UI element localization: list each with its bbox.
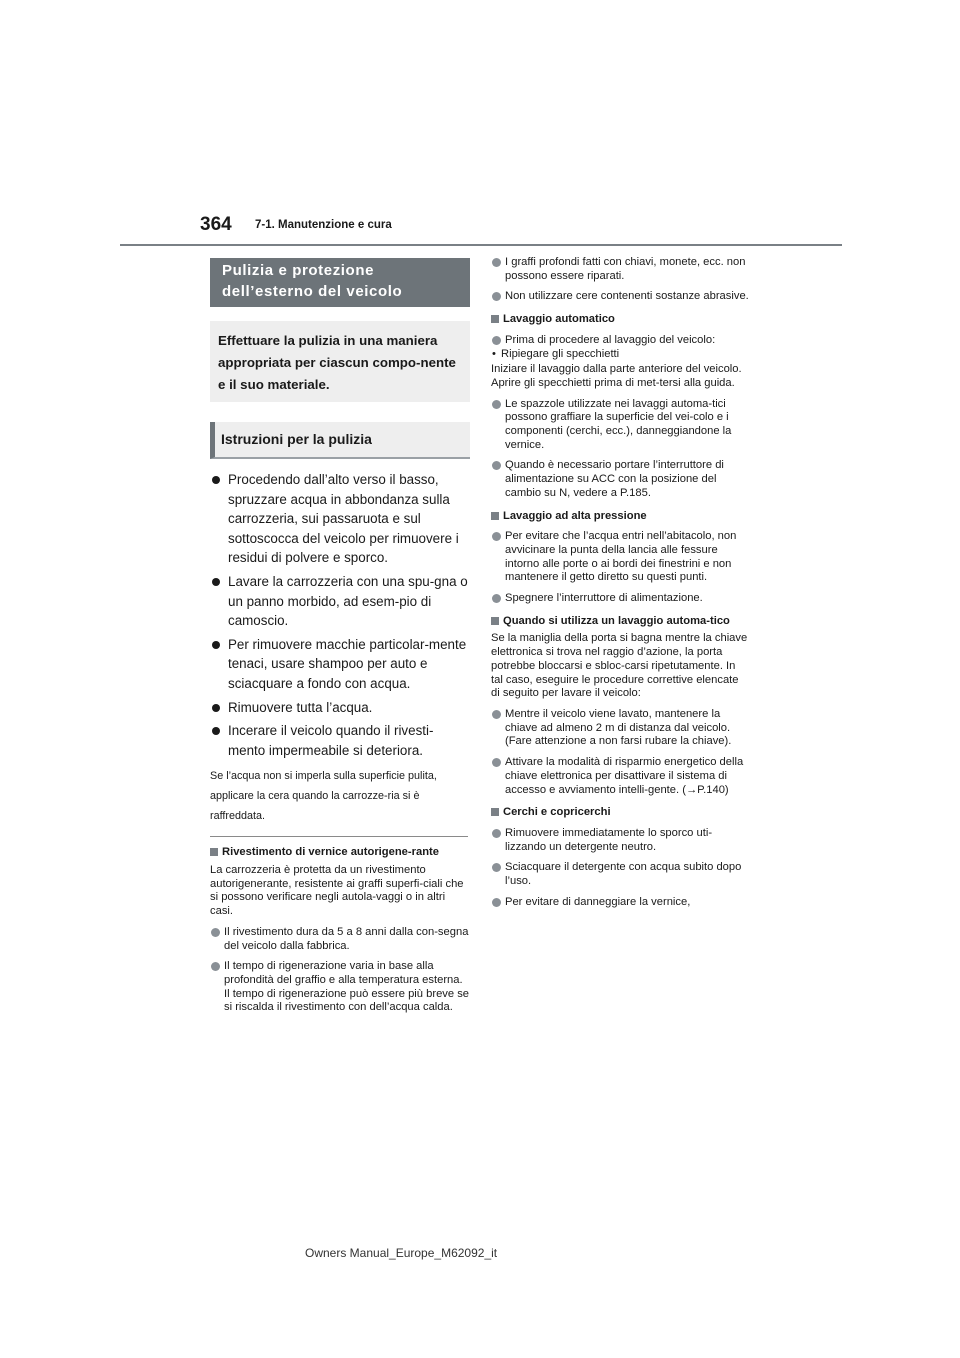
section-divider (210, 836, 468, 837)
circle-bullet-icon (492, 710, 501, 719)
wax-note: Se l’acqua non si imperla sulla superficie pulita, applicare la cera quando la carrozze-ria si è raffreddata. (210, 770, 437, 823)
circle-bullet-icon (211, 962, 220, 971)
list-item: I graffi profondi fatti con chiavi, monete, ecc. non possono essere riparati. (491, 256, 749, 283)
list-item: Spegnere l’interruttore di alimentazione. (491, 592, 749, 606)
heading-lavaggio-automatico: Lavaggio automatico (491, 313, 749, 327)
bullet-icon: • (492, 347, 496, 360)
list-item: Il rivestimento dura da 5 a 8 anni dalla con-segna del veicolo dalla fabbrica. (210, 926, 470, 953)
list-item: Per evitare che l’acqua entri nell’abitacolo, non avvicinare la punta della lancia alle fessure intorno alle porte o ai bordi dei finestrini e non mantenere il getto diretto su questi punti. (491, 530, 749, 585)
sub-list-item: • Ripiegare gli specchietti (492, 347, 620, 360)
heading-alta-pressione: Lavaggio ad alta pressione (491, 510, 749, 524)
circle-bullet-icon (492, 400, 501, 409)
list-item: Rimuovere tutta l’acqua. (210, 698, 470, 718)
circle-bullet-icon (492, 829, 501, 838)
list-item: Il tempo di rigenerazione varia in base alla profondità del graffio e alla temperatura esterna. Il tempo di rigenerazione può essere più breve se si riscalda il rivestimento con dell’acqua calda. (210, 960, 470, 1015)
circle-bullet-icon (492, 258, 501, 267)
list-item: Per evitare di danneggiare la vernice, (491, 896, 749, 910)
chapter-title: 7-1. Manutenzione e cura (255, 219, 392, 231)
circle-bullet-icon (492, 594, 501, 603)
list-item: Rimuovere immediatamente lo sporco uti-lizzando un detergente neutro. (491, 827, 749, 854)
list-item: Non utilizzare cere contenenti sostanze abrasive. (491, 290, 749, 304)
subsection-title-box: Istruzioni per la pulizia (210, 422, 470, 459)
list-item: Attivare la modalità di risparmio energetico della chiave elettronica per disattivare il sistema di accesso e avviamento intelli-gente. (→P.140) (491, 756, 749, 797)
right-column (491, 256, 749, 909)
cleaning-instructions-list (210, 470, 470, 760)
list-item: Procedendo dall’alto verso il basso, spruzzare acqua in abbondanza sulla carrozzeria, sui passaruota e sul sottoscocca del veicolo per rimuovere i residui di polvere e sporco. (210, 470, 470, 568)
bullet-icon (212, 578, 220, 586)
header-divider (120, 244, 842, 246)
bullet-icon (212, 727, 220, 735)
list-item: Incerare il veicolo quando il rivesti-mento impermeabile si deteriora. (210, 721, 470, 760)
heading-cerchi: Cerchi e copricerchi (491, 806, 749, 820)
intro-box: Effettuare la pulizia in una maniera appropriata per ciascun compo-nente e il suo materiale. (210, 321, 470, 402)
bullet-icon (212, 641, 220, 649)
list-item: Prima di procedere al lavaggio del veicolo: (491, 334, 749, 348)
square-bullet-icon (210, 848, 218, 856)
heading-lavaggio-automatico-chiave: Quando si utilizza un lavaggio automa-tico (491, 615, 749, 629)
square-bullet-icon (491, 512, 499, 520)
section-title-box: Pulizia e protezione dell’esterno del veicolo (210, 258, 470, 307)
square-bullet-icon (491, 617, 499, 625)
list-item: Sciacquare il detergente con acqua subito dopo l’uso. (491, 861, 749, 888)
paragraph: Se la maniglia della porta si bagna mentre la chiave elettronica si trova nel raggio d’azione, la porta potrebbe bloccarsi e sbloc-carsi ripetutamente. In tal caso, eseguire le procedure correttive elencate di seguito per lavare il veicolo: (491, 632, 748, 700)
footer-text: Owners Manual_Europe_M62092_it (305, 1246, 498, 1260)
square-bullet-icon (491, 808, 499, 816)
circle-bullet-icon (492, 461, 501, 470)
circle-bullet-icon (492, 758, 501, 767)
bullet-icon (212, 704, 220, 712)
list-item: Mentre il veicolo viene lavato, mantenere la chiave ad almeno 2 m di distanza dal veicolo. (Fare attenzione a non farsi rubare la chiave). (491, 708, 749, 749)
circle-bullet-icon (211, 928, 220, 937)
heading-rivestimento: Rivestimento di vernice autorigene-rante (210, 846, 470, 860)
page-number: 364 (200, 214, 232, 235)
bullet-icon (212, 476, 220, 484)
list-item: Quando è necessario portare l’interruttore di alimentazione su ACC con la posizione del cambio su N, vedere a P.185. (491, 459, 749, 500)
circle-bullet-icon (492, 863, 501, 872)
paragraph: Iniziare il lavaggio dalla parte anteriore del veicolo. Aprire gli specchietti prima di met-tersi alla guida. (491, 363, 742, 389)
circle-bullet-icon (492, 898, 501, 907)
left-column (210, 258, 470, 1015)
circle-bullet-icon (492, 336, 501, 345)
list-item: Per rimuovere macchie particolar-mente tenaci, usare shampoo per auto e sciacquare a fondo con acqua. (210, 635, 470, 694)
list-item: Le spazzole utilizzate nei lavaggi automa-tici possono graffiare la superficie del vei-colo e i componenti (cerchi, ecc.), danneggiandone la vernice. (491, 398, 749, 453)
list-item: Lavare la carrozzeria con una spu-gna o un panno morbido, ad esem-pio di camoscio. (210, 572, 470, 631)
circle-bullet-icon (492, 292, 501, 301)
circle-bullet-icon (492, 532, 501, 541)
paragraph: La carrozzeria è protetta da un rivestimento autorigenerante, resistente ai graffi superfi-ciali che si possono verificare negli autola-vaggi o in altri casi. (210, 864, 464, 918)
square-bullet-icon (491, 315, 499, 323)
